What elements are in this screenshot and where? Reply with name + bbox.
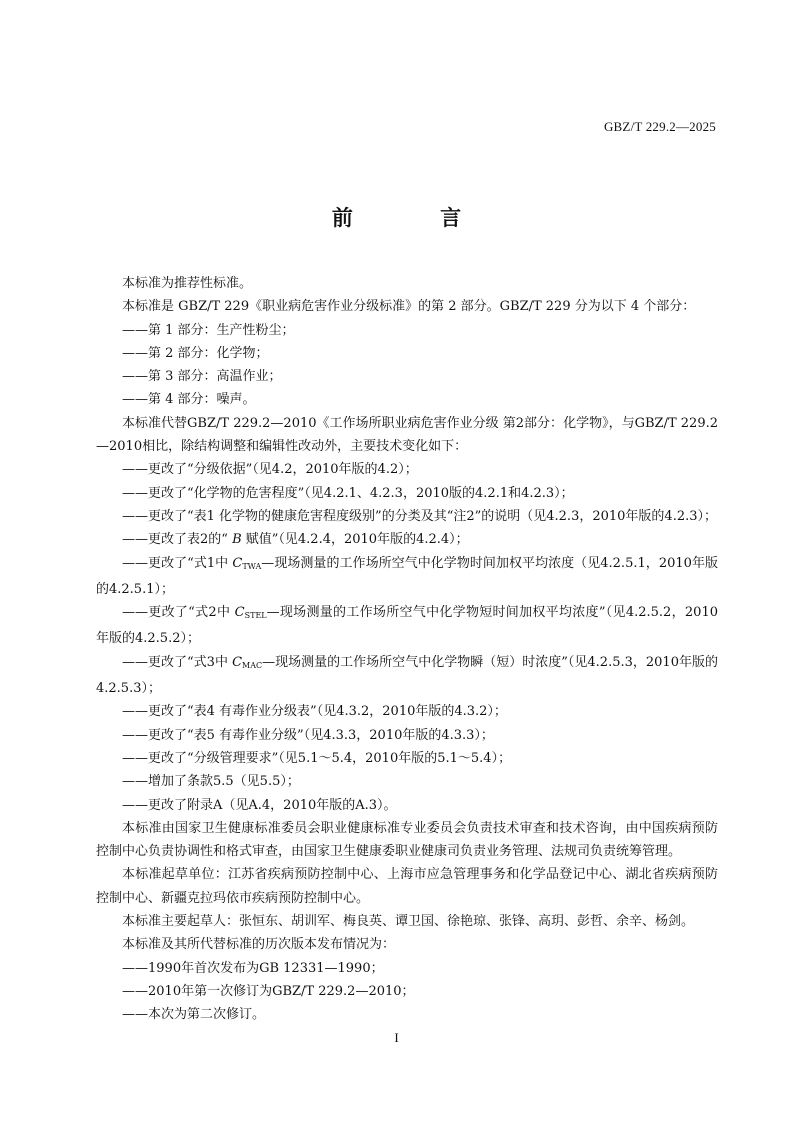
paragraph: 本标准起草单位：江苏省疾病预防控制中心、上海市应急管理事务和化学品登记中心、湖北省疾病预防控制中心、新疆克拉玛依市疾病预防控制中心。 <box>96 867 718 906</box>
list-item: ——增加了条款5.5（见5.5）； <box>122 774 300 790</box>
list-item: ——1990年首次发布为GB 12331—1990； <box>122 960 384 976</box>
text: ——更改了“式2中 <box>122 605 235 621</box>
list-item: ——更改了“分级管理要求”（见5.1～5.4，2010年版的5.1～5.4）； <box>122 750 512 766</box>
paragraph: 本标准为推荐性标准。 <box>122 276 253 291</box>
text: 赋值”（见4.2.4，2010年版的4.2.4）； <box>241 532 469 548</box>
symbol: B <box>232 532 242 548</box>
list-item: ——更改了“表5 有毒作业分级”（见4.3.3，2010年版的4.3.3）； <box>122 727 494 743</box>
list-item: ——更改了“分级依据”（见4.2，2010年版的4.2）； <box>122 462 418 478</box>
subscript: TWA <box>242 561 262 571</box>
list-item <box>96 651 718 701</box>
text: ——更改了表2的“ <box>122 532 233 548</box>
text: —现场测量的工作场所空气中化学物瞬（短）时浓度”（见4.2.5.3，2010年版的4.2.5.3）； <box>96 654 718 697</box>
list-item <box>96 528 718 551</box>
paragraph: 本标准及其所代替标准的历次版本发布情况为： <box>122 937 396 953</box>
subscript: STEL <box>244 611 267 621</box>
symbol: C <box>232 654 243 670</box>
text: —现场测量的工作场所空气中化学物短时间加权平均浓度”（见4.2.5.2，2010年版的4.2.5.2）； <box>96 605 718 647</box>
list-item: ——2010年第一次修订为GBZ/T 229.2—2010； <box>122 983 415 999</box>
list-item <box>96 552 718 602</box>
paragraph: 本标准主要起草人：张恒东、胡训军、梅良英、谭卫国、徐艳琼、张锋、高玥、彭哲、余辛、杨剑。 <box>122 914 695 930</box>
symbol: C <box>232 555 243 571</box>
paragraph: 本标准是 GBZ/T 229《职业病危害作业分级标准》的第 2 部分。GBZ/T 229 分为以下 4 个部分： <box>122 299 696 315</box>
list-item: ——更改了“表1 化学物的健康危害程度级别”的分类及其“注2”的说明（见4.2.3，2010年版的4.2.3）； <box>122 508 717 524</box>
list-item: ——第 4 部分：噪声。 <box>122 392 256 408</box>
paragraph: 本标准代替GBZ/T 229.2—2010《工作场所职业病危害作业分级 第2部分：化学物》，与GBZ/T 229.2—2010相比，除结构调整和编辑性改动外，主要技术变化如下： <box>96 415 718 455</box>
paragraph: 本标准由国家卫生健康标准委员会职业健康标准专业委员会负责技术审查和技术咨询，由中国疾病预防控制中心负责协调性和格式审查，由国家卫生健康委职业健康司负责业务管理、法规司负责统筹管理。 <box>96 820 718 860</box>
list-item <box>96 601 718 651</box>
list-item: ——更改了“表4 有毒作业分级表”（见4.3.2，2010年版的4.3.2）； <box>122 704 507 720</box>
text: ——更改了“式3中 <box>122 654 233 670</box>
list-item: ——第 1 部分：生产性粉尘； <box>122 322 295 338</box>
list-item: ——更改了附录A（见A.4，2010年版的A.3）。 <box>122 797 397 813</box>
symbol: C <box>234 605 245 621</box>
list-item: ——本次为第二次修订。 <box>122 1007 266 1023</box>
page-title: 前 言 <box>331 205 502 230</box>
page-number: I <box>394 1030 399 1045</box>
subscript: MAC <box>242 660 263 670</box>
standard-code: GBZ/T 229.2—2025 <box>603 119 716 134</box>
list-item: ——第 2 部分：化学物； <box>122 345 269 361</box>
text: —现场测量的工作场所空气中化学物时间加权平均浓度（见4.2.5.1，2010年版的4.2.5.1）； <box>96 555 718 597</box>
list-item: ——第 3 部分：高温作业； <box>122 369 282 385</box>
text: ——更改了“式1中 <box>122 555 233 571</box>
list-item: ——更改了“化学物的危害程度”（见4.2.1、4.2.3，2010版的4.2.1和4.2.3）； <box>122 485 574 501</box>
foreword-body <box>96 272 718 1027</box>
